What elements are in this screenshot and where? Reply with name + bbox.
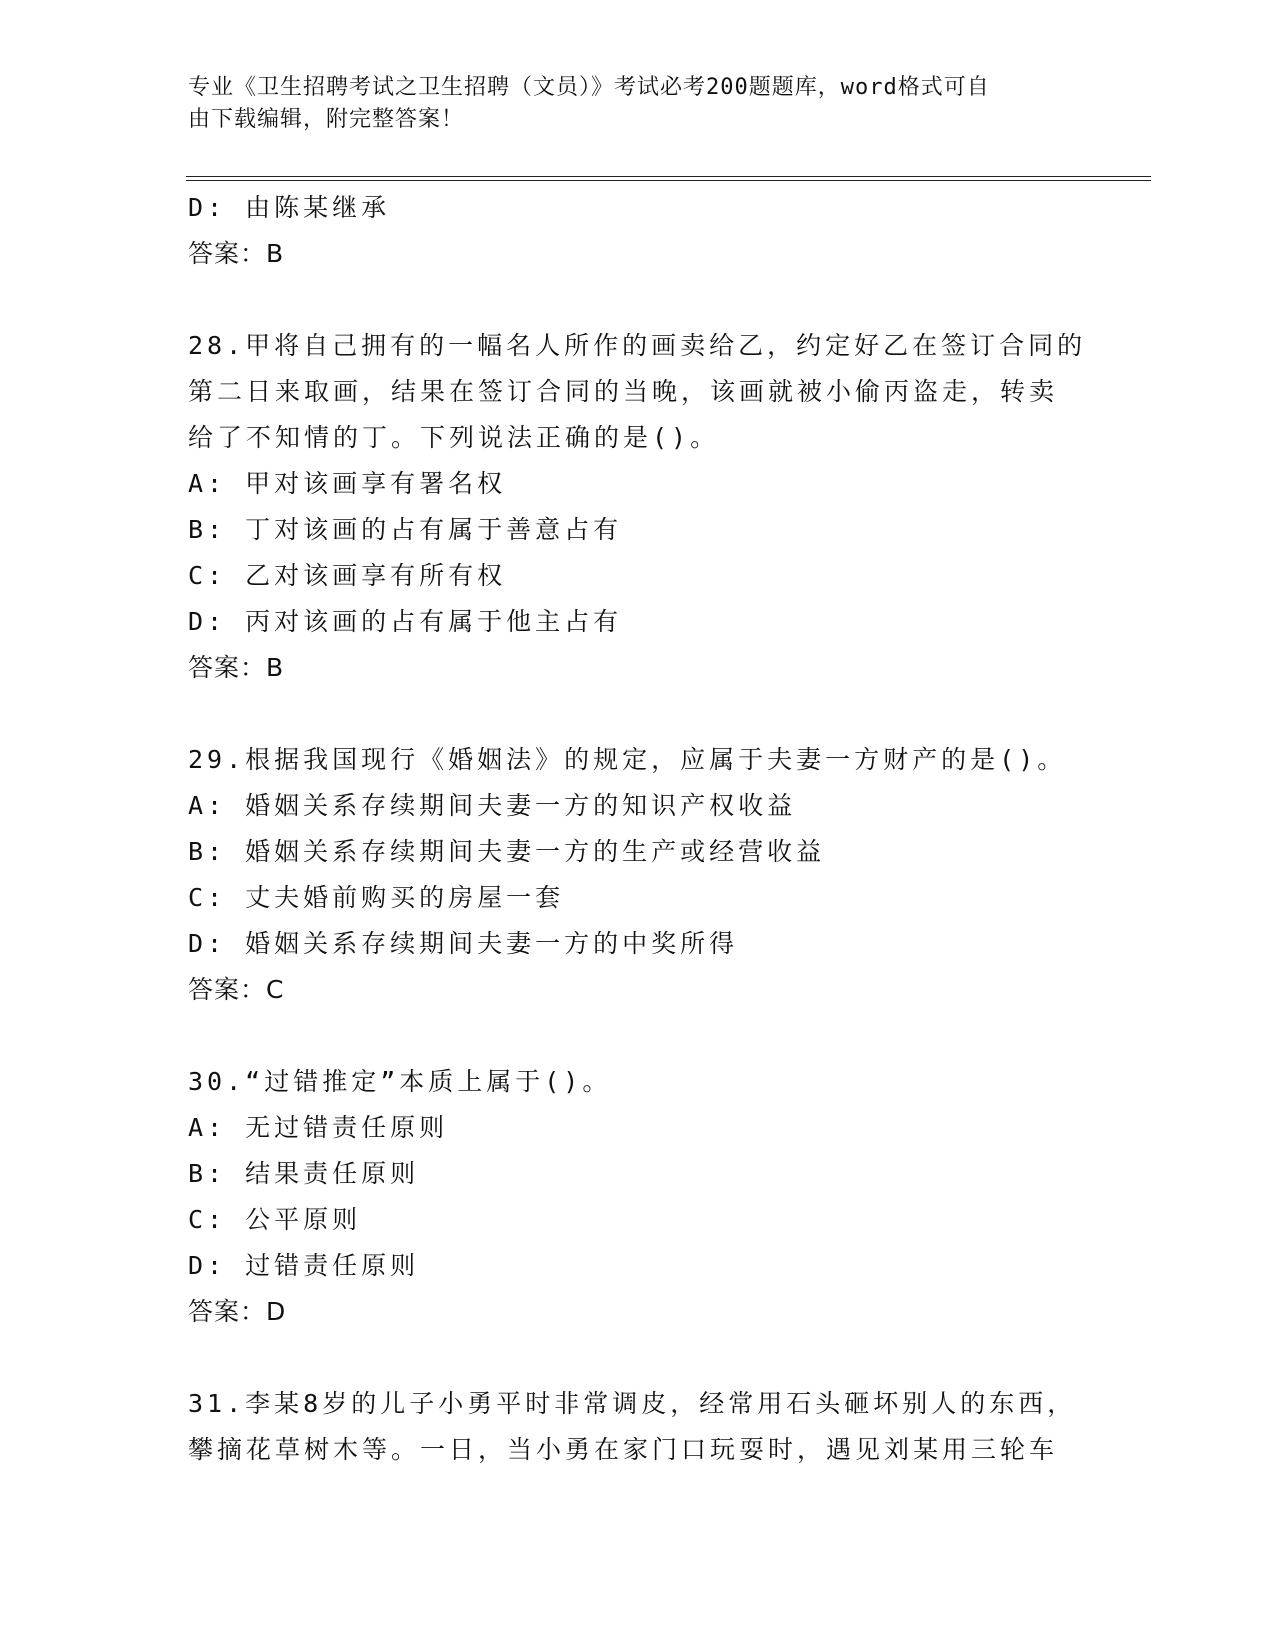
question-28-option-b: B: 丁对该画的占有属于善意占有	[188, 515, 623, 544]
page-header	[188, 72, 1068, 136]
question-29-option-a: A: 婚姻关系存续期间夫妻一方的知识产权收益	[188, 791, 797, 820]
header-divider	[186, 176, 1151, 181]
question-30-stem	[188, 1059, 1088, 1105]
question-28-option-d: D: 丙对该画的占有属于他主占有	[188, 607, 623, 636]
question-28-option-c: C: 乙对该画享有所有权	[188, 561, 507, 590]
header-line-1: 专业《卫生招聘考试之卫生招聘（文员）》考试必考200题题库，word格式可自	[188, 75, 990, 100]
question-28-stem-line: 给了不知情的丁。下列说法正确的是()。	[188, 423, 720, 452]
question-29-answer: 答案：C	[188, 975, 285, 1004]
prev-answer: 答案：B	[188, 239, 285, 268]
question-28-answer: 答案：B	[188, 653, 285, 682]
question-30-answer: 答案：D	[188, 1297, 287, 1326]
question-31-stem	[188, 1381, 1088, 1473]
question-30-option-c: C: 公平原则	[188, 1205, 362, 1234]
question-29-option-d: D: 婚姻关系存续期间夫妻一方的中奖所得	[188, 929, 739, 958]
document-body	[188, 185, 1088, 1473]
spacer	[188, 691, 1088, 737]
question-30-option-a: A: 无过错责任原则	[188, 1113, 449, 1142]
question-28-stem	[188, 323, 1088, 461]
question-29-option-c: C: 丈夫婚前购买的房屋一套	[188, 883, 565, 912]
question-28-stem-line: 第二日来取画，结果在签订合同的当晚，该画就被小偷丙盗走，转卖	[188, 377, 1059, 406]
question-31-stem-line: 31.李某8岁的儿子小勇平时非常调皮，经常用石头砸坏别人的东西，	[188, 1389, 1077, 1418]
question-28-option-a: A: 甲对该画享有署名权	[188, 469, 507, 498]
spacer	[188, 277, 1088, 323]
spacer	[188, 1013, 1088, 1059]
header-line-2: 由下载编辑，附完整答案！	[188, 107, 465, 132]
question-31-stem-line: 攀摘花草树木等。一日，当小勇在家门口玩耍时，遇见刘某用三轮车	[188, 1435, 1059, 1464]
question-28-stem-line: 28.甲将自己拥有的一幅名人所作的画卖给乙，约定好乙在签订合同的	[188, 331, 1087, 360]
question-30-option-b: B: 结果责任原则	[188, 1159, 420, 1188]
question-30-stem-line: 30.“过错推定”本质上属于()。	[188, 1067, 612, 1096]
question-29-option-b: B: 婚姻关系存续期间夫妻一方的生产或经营收益	[188, 837, 826, 866]
question-30-option-d: D: 过错责任原则	[188, 1251, 420, 1280]
question-29-stem-line: 29.根据我国现行《婚姻法》的规定，应属于夫妻一方财产的是()。	[188, 745, 1067, 774]
question-29-stem	[188, 737, 1088, 783]
prev-option-d: D: 由陈某继承	[188, 193, 391, 222]
spacer	[188, 1335, 1088, 1381]
